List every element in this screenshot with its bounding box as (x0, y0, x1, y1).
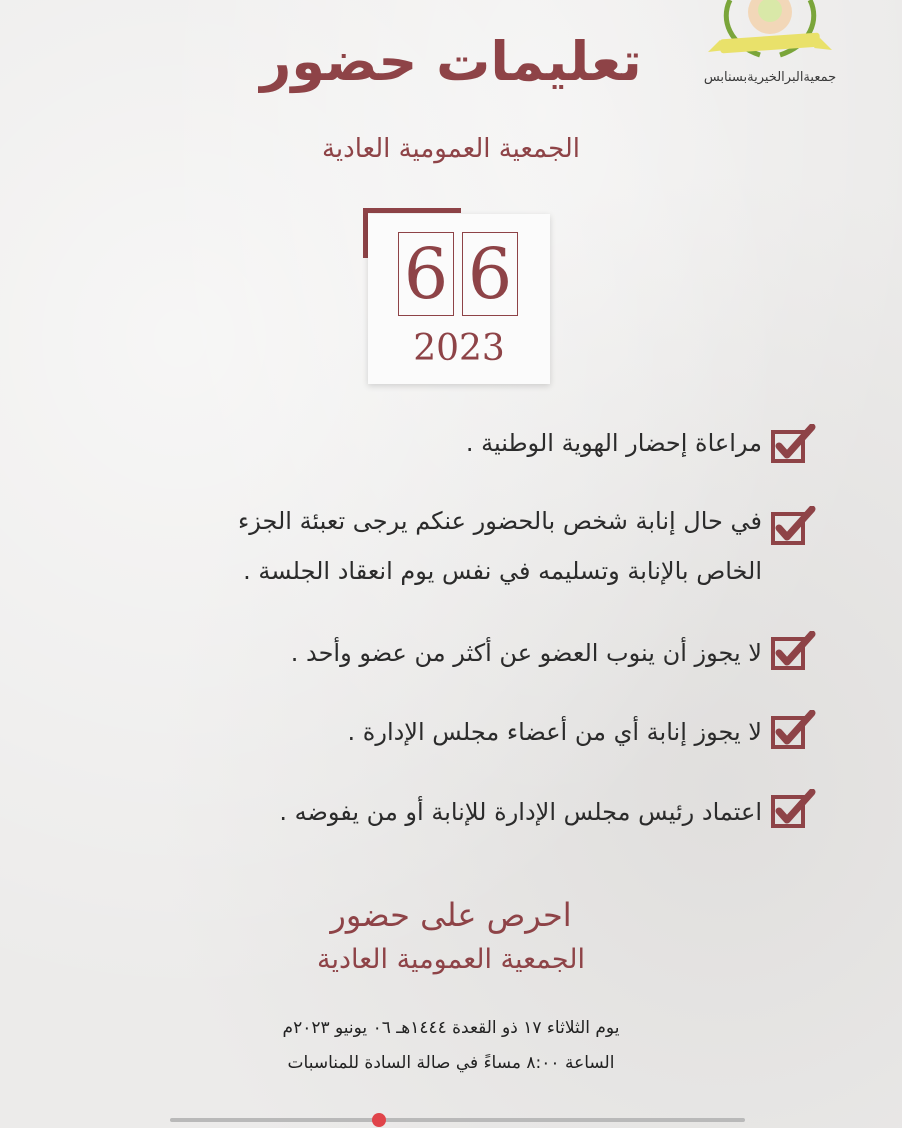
page-subtitle: الجمعية العمومية العادية (321, 134, 581, 164)
instruction-text: لا يجوز أن ينوب العضو عن أكثر من عضو وأحد . (290, 639, 762, 667)
calendar-year: 2023 (413, 328, 505, 369)
instruction-text: في حال إنابة شخص بالحضور عنكم يرجى تعبئة الجزء (237, 507, 762, 535)
calendar-digit: 6 (398, 232, 454, 316)
instruction-text: الخاص بالإنابة وتسليمه في نفس يوم انعقاد الجلسة . (243, 557, 762, 585)
instruction-text: اعتماد رئيس مجلس الإدارة للإنابة أو من يفوضه . (279, 798, 762, 826)
calendar-digit: 6 (462, 232, 518, 316)
logo-text: جمعيةالبرالخيريةبسنابس (703, 70, 837, 85)
event-time-venue: الساعة ٨:٠٠ مساءً في صالة السادة للمناسبات (287, 1053, 615, 1073)
checkbox-checked-icon (770, 789, 816, 829)
checkbox-checked-icon (770, 506, 816, 546)
media-progress-thumb[interactable] (372, 1113, 386, 1127)
page-title: تعليمات حضور (260, 30, 642, 93)
cta-heading: احرص على حضور (330, 896, 572, 934)
cta-subheading: الجمعية العمومية العادية (317, 944, 585, 975)
instruction-text: مراعاة إحضار الهوية الوطنية . (465, 429, 762, 457)
checkbox-checked-icon (770, 710, 816, 750)
checkbox-checked-icon (770, 424, 816, 464)
event-date: يوم الثلاثاء ١٧ ذو القعدة ١٤٤٤هـ ٠٦ يونيو ٢٠٢٣م (282, 1018, 620, 1038)
media-progress-track[interactable] (170, 1118, 745, 1122)
instruction-text: لا يجوز إنابة أي من أعضاء مجلس الإدارة . (347, 718, 762, 746)
checkbox-checked-icon (770, 631, 816, 671)
